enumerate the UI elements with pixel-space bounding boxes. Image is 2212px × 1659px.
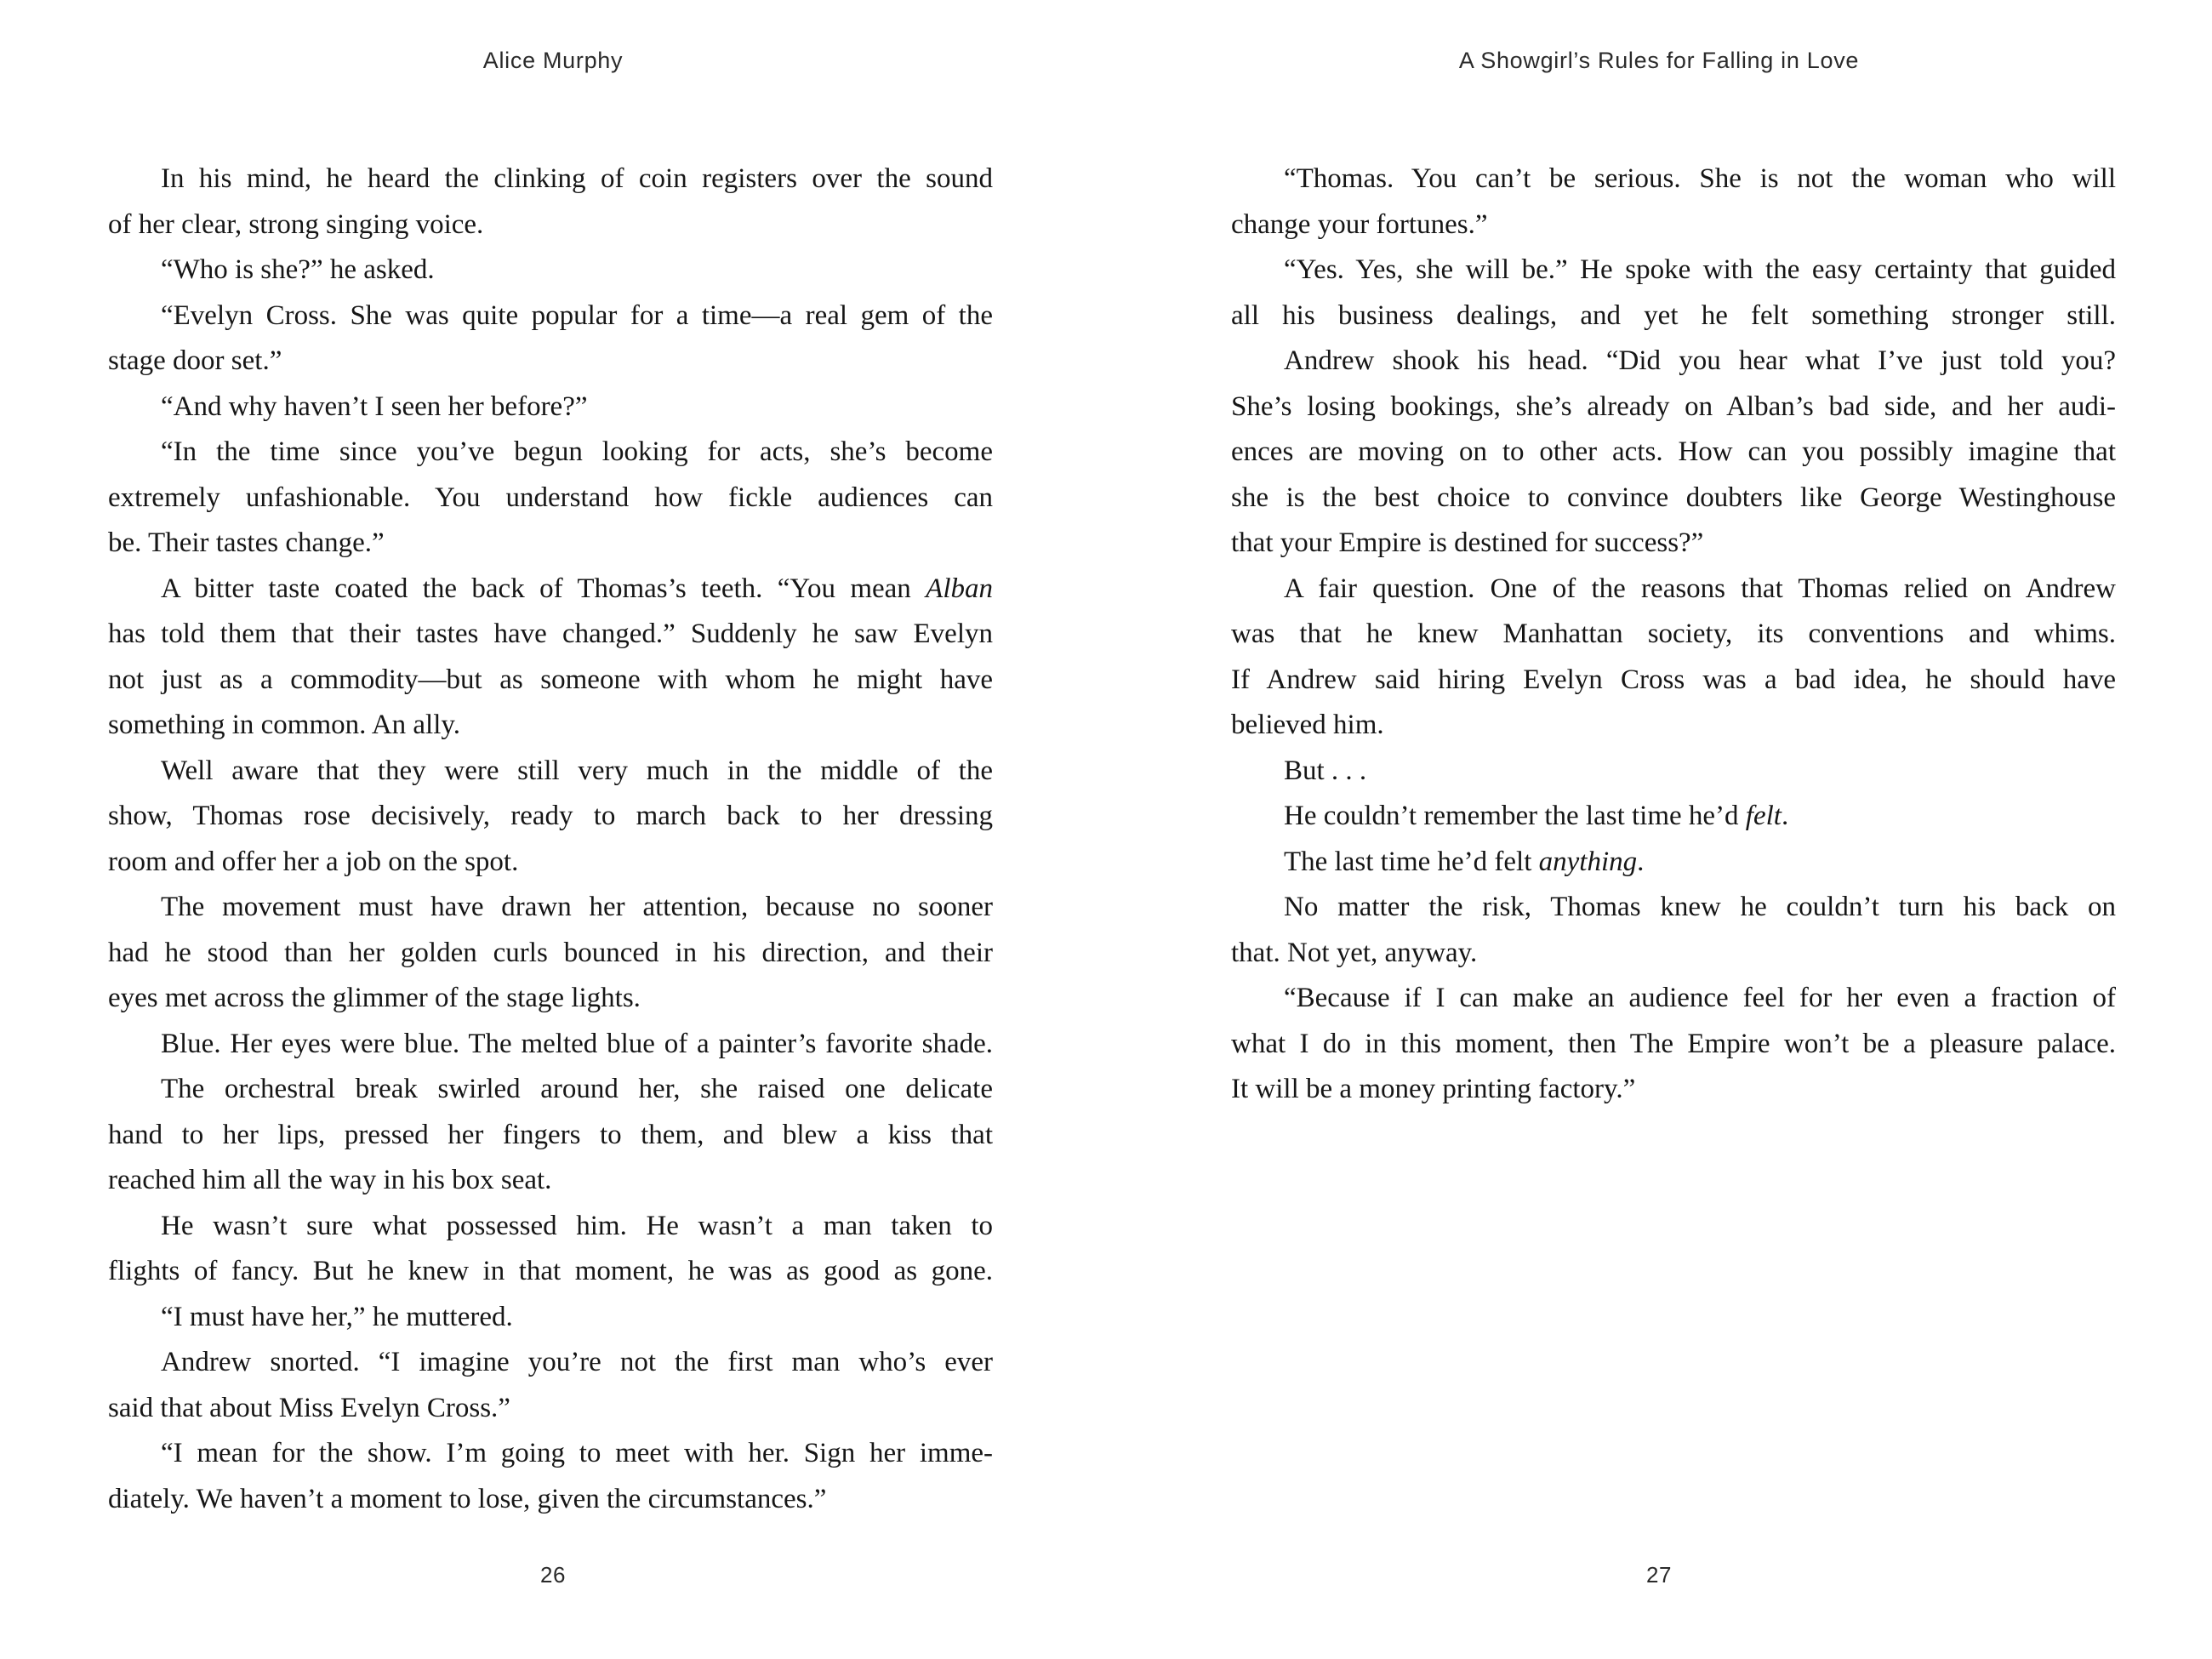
right-page	[1106, 0, 2212, 1659]
body-line: It will be a money printing factory.”	[1231, 1074, 1636, 1104]
body-line: has told them that their tastes have changed.” Suddenly he saw Evelyn	[108, 619, 993, 649]
body-line: “Thomas. You can’t be serious. She is not the woman who will	[1284, 163, 2116, 194]
body-line: “Yes. Yes, she will be.” He spoke with the easy certainty that guided	[1284, 254, 2116, 285]
body-line: that. Not yet, anyway.	[1231, 937, 1478, 968]
body-line: what I do in this moment, then The Empire won’t be a pleasure palace.	[1231, 1028, 2116, 1059]
body-line: diately. We haven’t a moment to lose, given the circumstances.”	[108, 1483, 827, 1514]
body-line: change your fortunes.”	[1231, 208, 1488, 240]
body-line: that your Empire is destined for success?”	[1231, 527, 1704, 558]
body-line: A fair question. One of the reasons that Thomas relied on Andrew	[1284, 573, 2116, 604]
body-line: was that he knew Manhattan society, its conventions and whims.	[1231, 619, 2116, 649]
body-line: of her clear, strong singing voice.	[108, 208, 484, 240]
body-line-text: A bitter taste coated the back of Thomas’s teeth. “You mean	[161, 573, 926, 604]
body-line: room and offer her a job on the spot.	[108, 846, 519, 877]
body-line	[1231, 840, 2116, 886]
body-line: “I must have her,” he muttered.	[161, 1301, 513, 1332]
left-page-text	[108, 157, 993, 1522]
body-line: “In the time since you’ve begun looking for acts, she’s become	[161, 436, 993, 467]
body-line: had he stood than her golden curls bounced in his direction, and their	[108, 937, 993, 968]
body-line: reached him all the way in his box seat.	[108, 1165, 552, 1195]
body-line-text: .	[1637, 846, 1645, 877]
page-number: 26	[540, 1562, 566, 1588]
body-line: But . . .	[1284, 755, 1367, 786]
body-line: The movement must have drawn her attention, because no sooner	[161, 892, 993, 922]
body-line: not just as a commodity—but as someone with whom he might have	[108, 664, 993, 695]
body-line: something in common. An ally.	[108, 710, 460, 740]
body-line: He wasn’t sure what possessed him. He wasn’t a man taken to	[161, 1210, 993, 1241]
body-line: extremely unfashionable. You understand how fickle audiences can	[108, 482, 993, 513]
body-line: eyes met across the glimmer of the stage lights.	[108, 983, 641, 1013]
body-line: Well aware that they were still very much in the middle of the	[161, 755, 993, 786]
body-line: be. Their tastes change.”	[108, 527, 385, 558]
right-page-text	[1231, 157, 2116, 1113]
body-line: No matter the risk, Thomas knew he couldn’t turn his back on	[1284, 892, 2116, 922]
body-line: she is the best choice to convince doubters like George Westinghouse	[1231, 482, 2116, 513]
body-line: “Who is she?” he asked.	[161, 254, 435, 285]
body-line-text: .	[1781, 801, 1789, 831]
body-line	[108, 567, 993, 613]
body-line: ences are moving on to other acts. How can you possibly imagine that	[1231, 436, 2116, 467]
body-line: show, Thomas rose decisively, ready to march back to her dressing	[108, 801, 993, 831]
body-line: said that about Miss Evelyn Cross.”	[108, 1392, 510, 1423]
body-line: flights of fancy. But he knew in that moment, he was as good as gone.	[108, 1256, 993, 1286]
body-line: She’s losing bookings, she’s already on Alban’s bad side, and her audi-	[1231, 391, 2116, 422]
body-line-text: He couldn’t remember the last time he’d	[1284, 801, 1746, 831]
body-line: hand to her lips, pressed her fingers to them, and blew a kiss that	[108, 1119, 993, 1150]
body-line-italic: anything	[1538, 846, 1638, 877]
body-line: “And why haven’t I seen her before?”	[161, 391, 588, 422]
body-line: all his business dealings, and yet he felt something stronger still.	[1231, 299, 2116, 331]
body-line: Andrew snorted. “I imagine you’re not the first man who’s ever	[161, 1347, 993, 1377]
body-line: “Because if I can make an audience feel for her even a fraction of	[1284, 983, 2116, 1013]
body-line: In his mind, he heard the clinking of coin registers over the sound	[161, 163, 993, 194]
body-line: If Andrew said hiring Evelyn Cross was a bad idea, he should have	[1231, 664, 2116, 695]
body-line: stage door set.”	[108, 345, 282, 376]
page-number: 27	[1646, 1562, 1672, 1588]
body-line	[1231, 794, 2116, 840]
body-line-text: The last time he’d felt	[1284, 846, 1539, 877]
body-line: The orchestral break swirled around her, she raised one delicate	[161, 1074, 993, 1104]
running-header-author: Alice Murphy	[482, 48, 624, 73]
body-line: believed him.	[1231, 710, 1384, 740]
body-line: “Evelyn Cross. She was quite popular for a time—a real gem of the	[161, 299, 993, 331]
body-line-italic: felt	[1745, 801, 1782, 831]
running-header-title: A Showgirl’s Rules for Falling in Love	[1458, 48, 1860, 73]
body-line: Blue. Her eyes were blue. The melted blue of a painter’s favorite shade.	[161, 1028, 993, 1059]
body-line: “I mean for the show. I’m going to meet with her. Sign her imme-	[161, 1438, 993, 1468]
body-line-italic: Alban	[926, 573, 993, 604]
body-line: Andrew shook his head. “Did you hear what I’ve just told you?	[1284, 345, 2116, 376]
